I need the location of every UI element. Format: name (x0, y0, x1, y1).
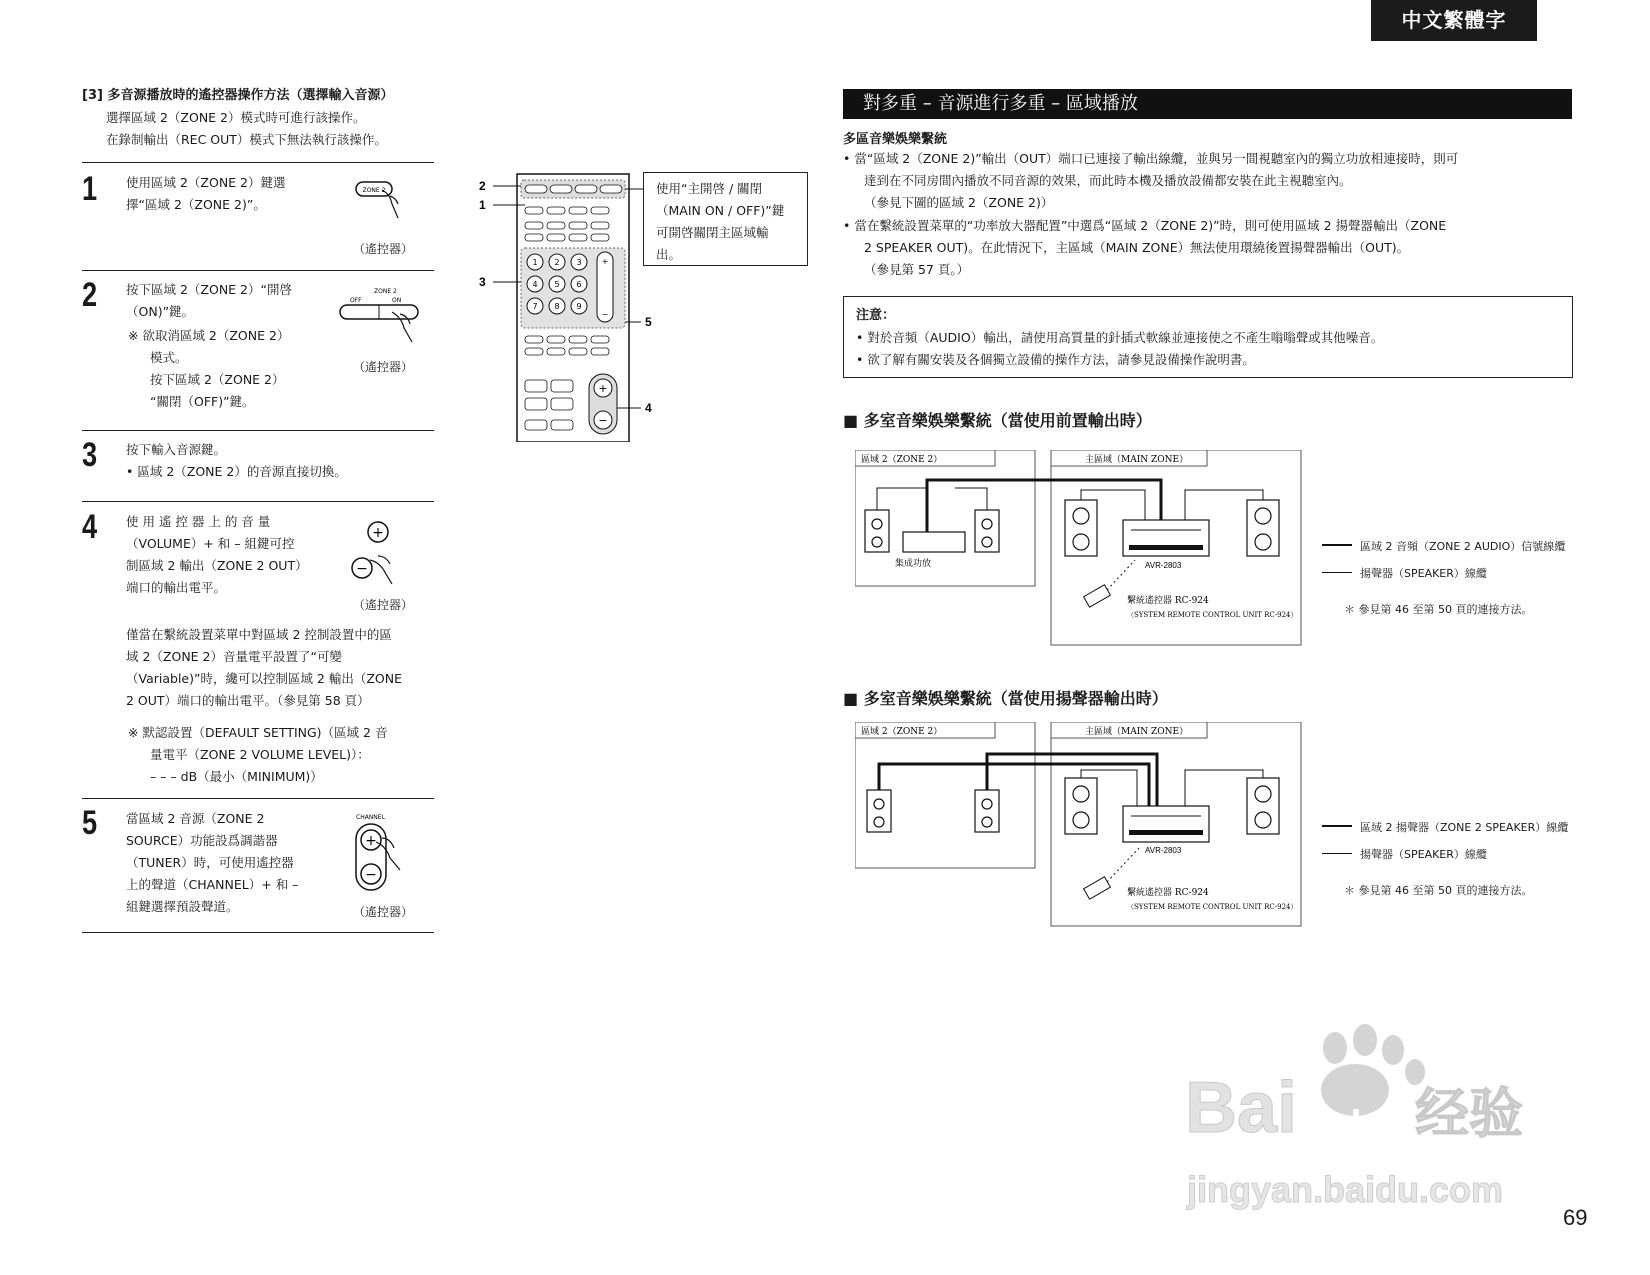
step-2-note: ※ 欲取消區域 2（ZONE 2） 模式。 按下區域 2（ZONE 2） “關閉（OFF)”鍵。 (128, 328, 290, 409)
step-number: 2 (82, 276, 98, 314)
divider (82, 501, 434, 502)
step-number: 1 (82, 170, 98, 208)
remote-label: （遙控器） (353, 242, 414, 256)
language-badge: 中文繁體字 (1371, 0, 1537, 41)
svg-text:−: − (601, 310, 609, 319)
section-title: [3] 多音源播放時的遙控器操作方法（選擇輸入音源） (82, 88, 394, 103)
subheading: 多區音樂娛樂繫統 (843, 132, 948, 147)
step-number: 3 (82, 436, 98, 474)
step-2-text: 按下區域 2（ZONE 2）“開啓 （ON)”鍵。 (126, 282, 292, 319)
main-header: 對多重 – 音源進行多重 – 區域播放 (843, 89, 1572, 119)
legend-thick-line (1322, 544, 1352, 546)
divider (82, 932, 434, 933)
svg-text:1: 1 (532, 258, 538, 267)
svg-text:9: 9 (576, 302, 582, 311)
zone2-label: ZONE 2 (374, 288, 397, 295)
volume-buttons-illustration (350, 520, 420, 588)
step-number: 5 (82, 804, 98, 842)
channel-label: CHANNEL (356, 814, 385, 821)
note-title: 注意： (856, 308, 896, 323)
remote-model-sub: （SYSTEM REMOTE CONTROL UNIT RC-924） (1127, 903, 1298, 911)
legend-note: ＊ 參見第 46 至第 50 頁的連接方法。 (1344, 884, 1533, 897)
svg-text:−: − (598, 414, 608, 427)
integrated-amp-label: 集成功放 (895, 559, 932, 569)
bullet-1: • 當“區域 2（ZONE 2)”輸出（OUT）端口已連接了輸出線纜，並與另一間視聽室內的獨立功放相連接時，則可 達到在不同房間內播放不同音源的效果，而此時本機及播放設備都安裝在此主視聽室內。 （參見下圖的區域 2（ZONE 2)） (843, 151, 1459, 210)
svg-text:+: + (372, 525, 384, 541)
step-4-default-note: ※ 默認設置（DEFAULT SETTING)（區域 2 音 量電平（ZONE 2 VOLUME LEVEL)）： – – – dB（最小（MINIMUM)） (128, 725, 388, 784)
remote-model-label: 繫統遙控器 RC-924 (1127, 596, 1209, 606)
svg-text:+: + (601, 257, 609, 266)
zone2-label: 區域 2（ZONE 2） (861, 727, 943, 737)
callout-2: 2 (479, 179, 486, 193)
remote-label: （遙控器） (353, 905, 414, 919)
svg-text:2: 2 (554, 258, 560, 267)
section-intro-line: 選擇區域 2（ZONE 2）模式時可進行該操作。 (106, 110, 366, 125)
remote-label: （遙控器） (353, 598, 414, 612)
step-4-text: 使 用 遙 控 器 上 的 音 量 （VOLUME）+ 和 – 組鍵可控 制區域 2 輸出（ZONE 2 OUT） 端口的輸出電平。 (126, 514, 308, 595)
step-4-extra: 僅當在繫統設置菜單中對區域 2 控制設置中的區 域 2（ZONE 2）音量電平設置了“可變 （Variable)”時，纔可以控制區域 2 輸出（ZONE 2 OUT）端口的輸出電平。（參見第 58 頁） (126, 627, 403, 708)
svg-text:5: 5 (554, 280, 560, 289)
callout-1: 1 (479, 198, 486, 212)
remote-model-label: 繫統遙控器 RC-924 (1127, 888, 1209, 898)
page-number: 69 (1563, 1205, 1588, 1230)
legend-2: 揚聲器（SPEAKER）線纜 (1360, 567, 1487, 580)
divider (82, 798, 434, 799)
zone2-on-off-illustration (336, 284, 436, 346)
svg-text:8: 8 (554, 302, 560, 311)
legend-note: ＊ 參見第 46 至第 50 頁的連接方法。 (1344, 603, 1533, 616)
diagram-front-output (855, 450, 1305, 650)
diagram-1-title: ■ 多室音樂娛樂繫統（當使用前置輸出時） (843, 411, 1152, 430)
legend-1: 區域 2 音頻（ZONE 2 AUDIO）信號線纜 (1360, 540, 1566, 553)
legend-thin-line (1322, 853, 1352, 854)
callout-4: 4 (645, 401, 652, 415)
svg-text:4: 4 (532, 280, 538, 289)
callout-text: 使用“主開啓 / 關閉 （MAIN ON / OFF)”鍵 可開啓關閉主區域輸 出。 (656, 181, 785, 262)
watermark-brand: Bai (1185, 1068, 1298, 1148)
svg-text:6: 6 (576, 280, 582, 289)
baidu-jingyan-watermark (1175, 1020, 1555, 1230)
watermark-url: jingyan.baidu.com (1187, 1169, 1504, 1210)
svg-text:−: − (356, 561, 368, 577)
callout-5: 5 (645, 315, 652, 329)
remote-control-illustration (475, 172, 665, 442)
divider (82, 162, 434, 163)
svg-text:+: + (598, 382, 608, 395)
svg-text:7: 7 (532, 302, 538, 311)
divider (82, 430, 434, 431)
on-label: ON (392, 297, 402, 304)
diagram-2-title: ■ 多室音樂娛樂繫統（當使用揚聲器輸出時） (843, 689, 1168, 708)
main-zone-label: 主區域（MAIN ZONE） (1085, 727, 1189, 737)
svg-text:3: 3 (576, 258, 582, 267)
note-item: • 對於音頻（AUDIO）輸出，請使用高質量的針插式軟線並連接使之不產生嗡嗡聲或其他噪音。 (856, 330, 1384, 345)
remote-model-sub: （SYSTEM REMOTE CONTROL UNIT RC-924） (1127, 611, 1298, 619)
step-1-text: 使用區域 2（ZONE 2）鍵選 擇“區域 2（ZONE 2)”。 (126, 175, 286, 212)
bullet-2: • 當在繫統設置菜單的“功率放大器配置”中選爲“區域 2（ZONE 2)”時，則可使用區域 2 揚聲器輸出（ZONE 2 SPEAKER OUT)。在此情況下，主區域（MAIN ZONE）無法使用環繞後置揚聲器輸出（OUT)。 （參見第 57 頁。） (843, 218, 1447, 277)
diagram-speaker-output (855, 722, 1305, 927)
section-intro-line: 在錄制輸出（REC OUT）模式下無法執行該操作。 (106, 132, 387, 147)
legend-thick-line (1322, 825, 1352, 827)
step-5-text: 當區域 2 音源（ZONE 2 SOURCE）功能設爲調諧器 （TUNER）時，可使用遙控器 上的聲道（CHANNEL）+ 和 – 組鍵選擇預設聲道。 (126, 811, 299, 914)
legend-2: 揚聲器（SPEAKER）線纜 (1360, 848, 1487, 861)
receiver-model: AVR-2803 (1145, 846, 1182, 855)
svg-text:+: + (365, 833, 377, 849)
channel-buttons-illustration (350, 812, 420, 894)
receiver-model: AVR-2803 (1145, 561, 1182, 570)
note-item: • 欲了解有關安裝及各個獨立設備的操作方法，請參見設備操作說明書。 (856, 352, 1255, 367)
step-3-text: 按下輸入音源鍵。 • 區域 2（ZONE 2）的音源直接切換。 (126, 442, 347, 479)
step-number: 4 (82, 508, 98, 546)
legend-1: 區域 2 揚聲器（ZONE 2 SPEAKER）線纜 (1360, 821, 1569, 834)
remote-label: （遙控器） (353, 360, 414, 374)
watermark-du: du (1337, 1103, 1386, 1147)
watermark-suffix: 经验 (1415, 1082, 1523, 1145)
zone2-label: 區域 2（ZONE 2） (861, 455, 943, 465)
legend-thin-line (1322, 572, 1352, 573)
zone2-button-label: ZONE 2 (362, 187, 386, 194)
off-label: OFF (350, 297, 362, 304)
main-zone-label: 主區域（MAIN ZONE） (1085, 455, 1189, 465)
svg-text:−: − (365, 867, 377, 883)
divider (82, 270, 434, 271)
callout-3: 3 (479, 275, 486, 289)
zone2-button-illustration (352, 176, 422, 226)
